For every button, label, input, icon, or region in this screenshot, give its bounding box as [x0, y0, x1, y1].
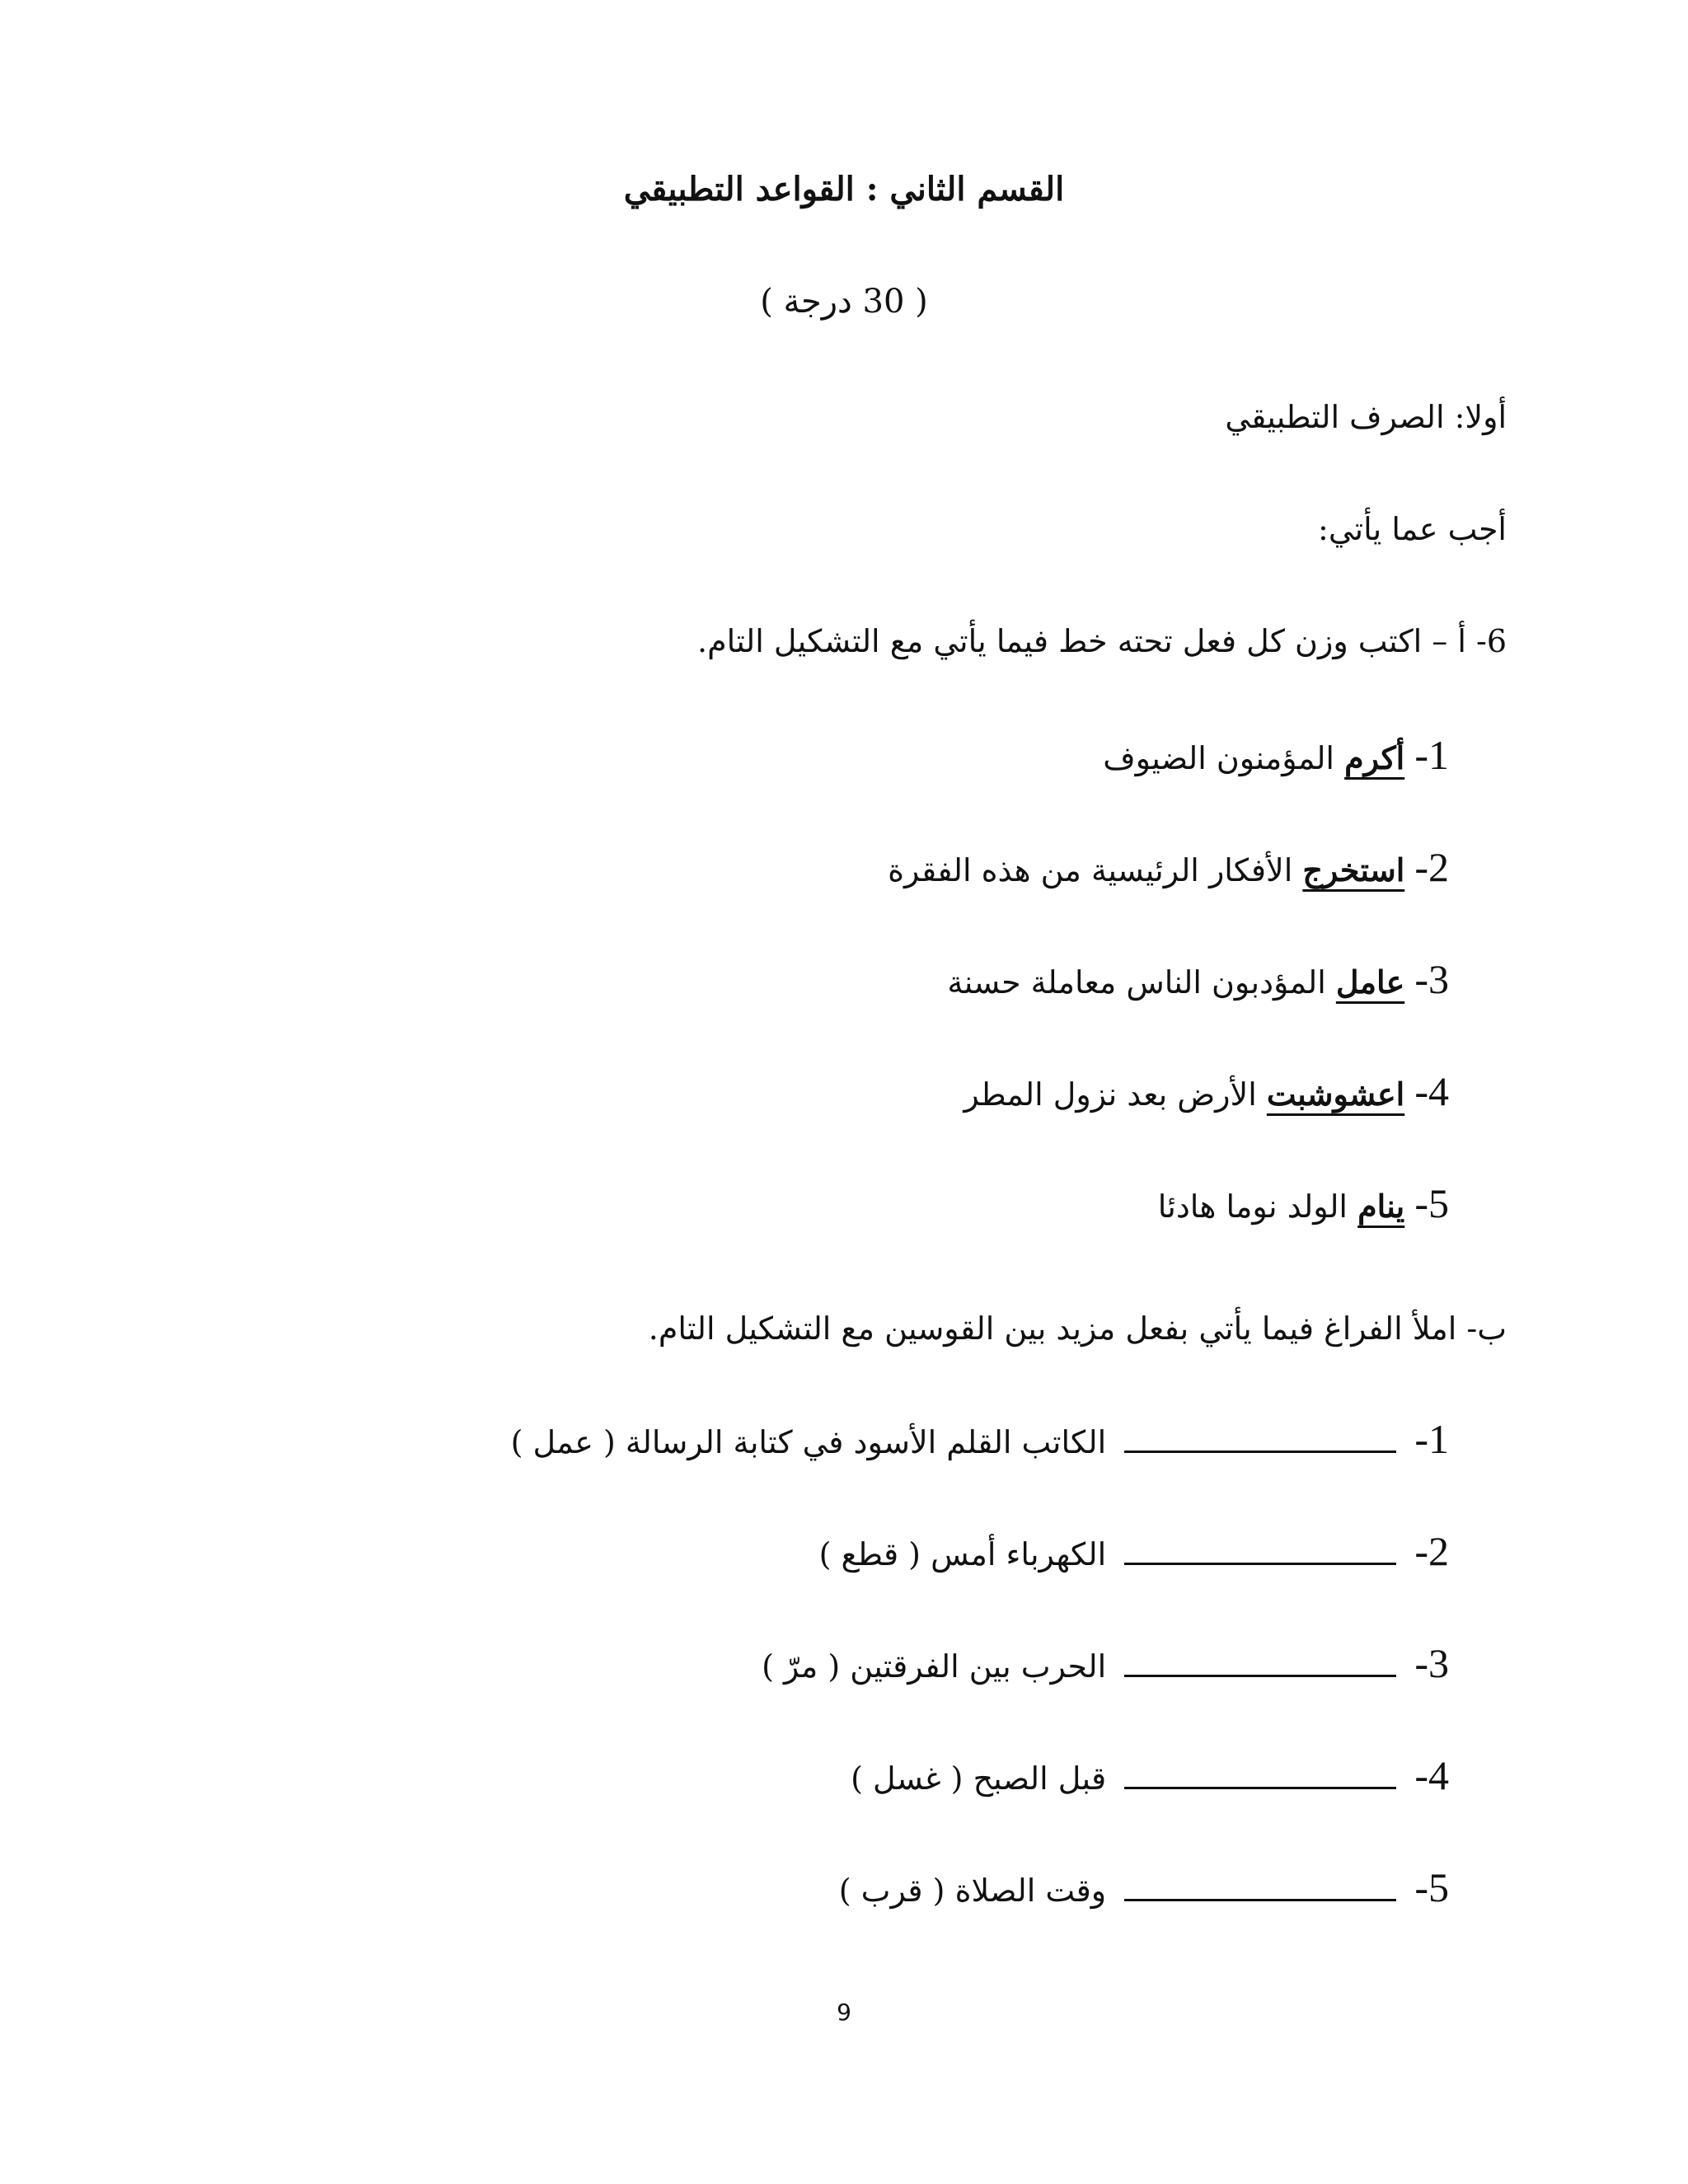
marks-label: ( 30 درجة ): [760, 283, 928, 321]
list-item: [819, 1526, 1449, 1579]
question-b-prompt: ب- املأ الفراغ فيما يأتي بفعل مزيد بين القوسين مع التشكيل التام.: [648, 1310, 1507, 1347]
answer-blank[interactable]: [1124, 1759, 1396, 1789]
instruction-text: أجب عما يأتي:: [1318, 511, 1507, 547]
underlined-verb: عامل: [1335, 963, 1405, 1001]
underlined-verb: استخرج: [1302, 851, 1405, 888]
list-item: [947, 954, 1449, 1007]
list-item: [511, 1414, 1449, 1467]
sentence-rest: المؤمنون الضيوف: [1103, 740, 1334, 776]
list-item: [888, 842, 1449, 895]
item-number: 3-: [1414, 1640, 1449, 1686]
list-item: [839, 1863, 1449, 1915]
sentence-rest: الأرض بعد نزول المطر: [964, 1076, 1257, 1113]
item-number: 1-: [1414, 732, 1449, 778]
list-item: [851, 1750, 1449, 1803]
list-item: [964, 1066, 1449, 1119]
item-number: 4-: [1414, 1752, 1449, 1798]
sentence-rest: الأفكار الرئيسية من هذه الفقرة: [888, 852, 1293, 888]
page-number: 9: [837, 1999, 851, 2026]
answer-blank[interactable]: [1124, 1647, 1396, 1677]
sentence-rest: المؤدبون الناس معاملة حسنة: [947, 964, 1326, 1001]
item-number: 2-: [1414, 1528, 1449, 1574]
underlined-verb: أكرم: [1344, 739, 1405, 776]
underlined-verb: اعشوشبت: [1266, 1076, 1405, 1113]
list-item: [1103, 730, 1449, 783]
question-a-prompt: 6- أ – اكتب وزن كل فعل تحته خط فيما يأتي مع التشكيل التام.: [697, 623, 1507, 659]
sentence-rest: الكهرباء أمس ( قطع ): [818, 1536, 1107, 1572]
item-number: 1-: [1414, 1416, 1449, 1462]
section-heading: أولا: الصرف التطبيقي: [1225, 399, 1507, 435]
underlined-verb: ينام: [1357, 1188, 1405, 1225]
answer-blank[interactable]: [1124, 1422, 1396, 1453]
sentence-rest: الولد نوما هادئا: [1157, 1188, 1348, 1225]
item-number: 3-: [1414, 956, 1449, 1002]
answer-blank[interactable]: [1124, 1535, 1396, 1565]
page-title: القسم الثاني : القواعد التطبيقي: [623, 170, 1065, 209]
answer-blank[interactable]: [1124, 1871, 1396, 1901]
list-item: [1158, 1179, 1449, 1231]
list-item: [762, 1638, 1449, 1691]
item-number: 5-: [1414, 1864, 1449, 1910]
sentence-rest: وقت الصلاة ( قرب ): [838, 1872, 1107, 1909]
item-number: 5-: [1414, 1180, 1449, 1226]
sentence-rest: قبل الصبح ( غسل ): [851, 1760, 1107, 1797]
item-number: 2-: [1414, 844, 1449, 890]
item-number: 4-: [1414, 1068, 1449, 1114]
sentence-rest: الكاتب القلم الأسود في كتابة الرسالة ( عمل ): [510, 1424, 1107, 1460]
sentence-rest: الحرب بين الفرقتين ( مرّ ): [762, 1648, 1107, 1685]
